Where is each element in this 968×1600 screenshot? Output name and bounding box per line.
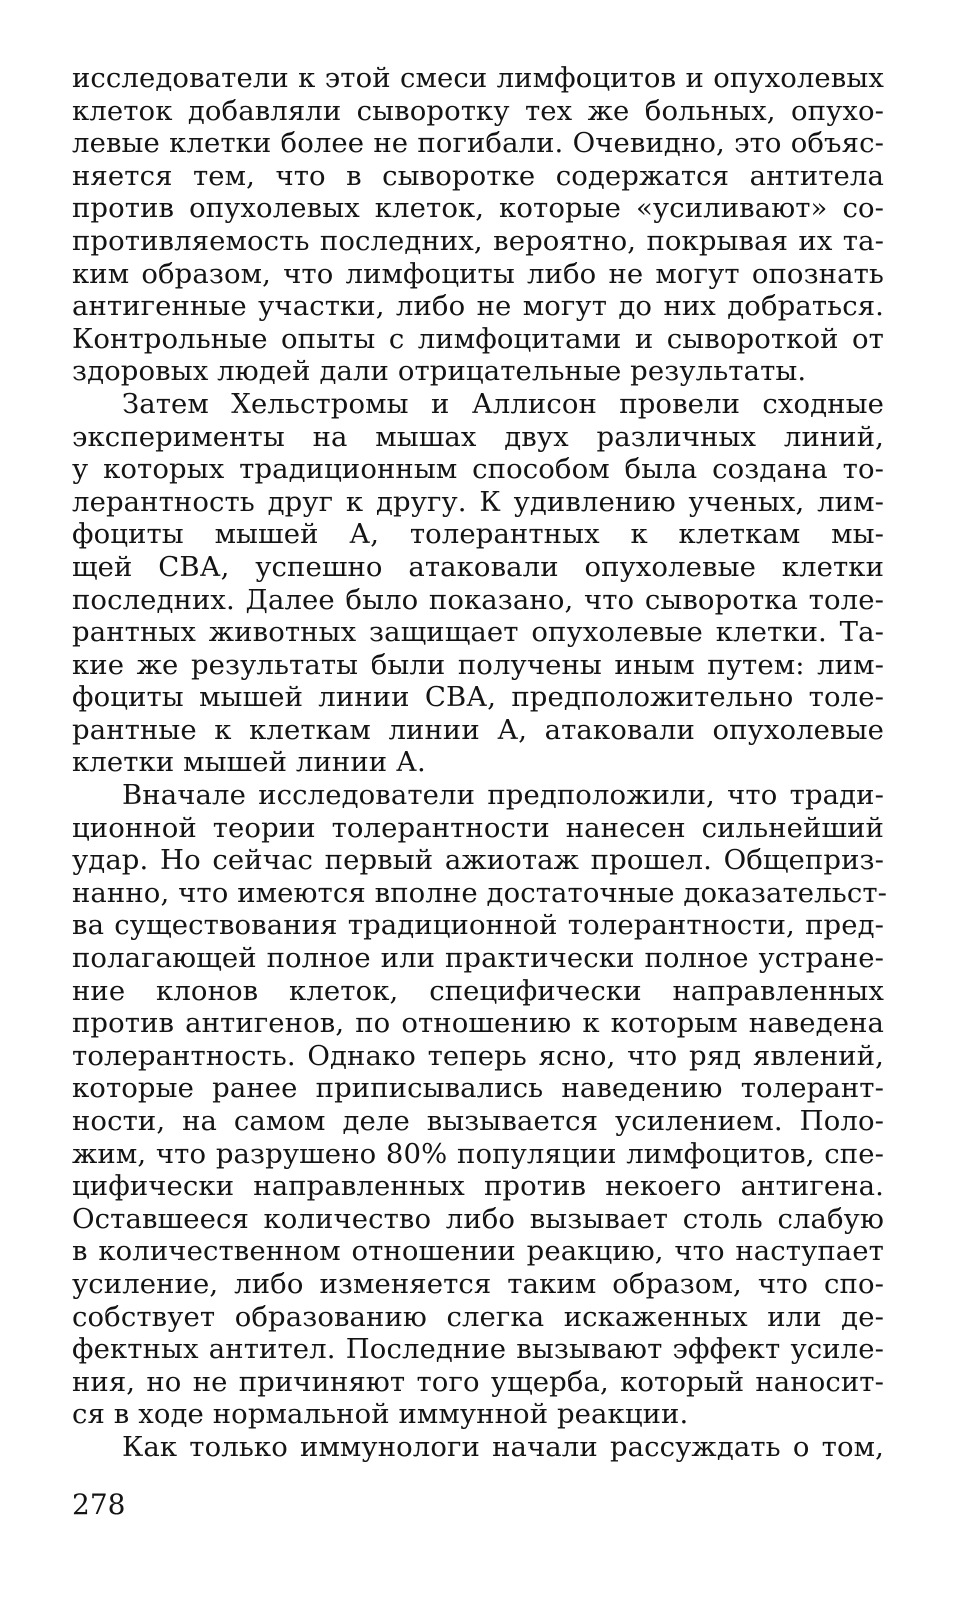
text-line: собствует образованию слегка искаженных или де- [72,1300,884,1333]
text-line: няется тем, что в сыворотке содержатся антитела [72,159,884,192]
text-line: Оставшееся количество либо вызывает столь слабую [72,1202,884,1235]
text-line: против антигенов, по отношению к которым наведена [72,1007,884,1040]
text-line: у которых традиционным способом была создана то- [72,453,884,486]
text-line: ционной теории толерантности нанесен сильнейший [72,811,884,844]
text-line: эксперименты на мышах двух различных линий, [72,420,884,453]
text-line: удар. Но сейчас первый ажиотаж прошел. Общеприз- [72,844,884,877]
text-line: усиление, либо изменяется таким образом, что спо- [72,1267,884,1300]
text-line: цифически направленных против некоего антигена. [72,1170,884,1203]
text-line: антигенные участки, либо не могут до них добраться. [72,290,884,323]
text-line: жим, что разрушено 80% популяции лимфоцитов, спе- [72,1137,884,1170]
text-line: ким образом, что лимфоциты либо не могут опознать [72,257,884,290]
text-line: противляемость последних, вероятно, покрывая их та- [72,224,884,257]
text-line: толерантность. Однако теперь ясно, что ряд явлений, [72,1039,884,1072]
page-number: 278 [72,1488,126,1521]
text-line: рантные к клеткам линии А, атаковали опухолевые [72,713,884,746]
text-line: лерантность друг к другу. К удивлению ученых, лим- [72,485,884,518]
text-line: ния, но не причиняют того ущерба, который наносит- [72,1365,884,1398]
text-line: которые ранее приписывались наведению толерант- [72,1072,884,1105]
text-line: ности, на самом деле вызывается усилением. Поло- [72,1105,884,1137]
text-line: Затем Хельстромы и Аллисон провели сходные [122,387,884,420]
text-line: левые клетки более не погибали. Очевидно, это объяс- [72,127,884,160]
body-text [72,62,888,1464]
text-line: рантных животных защищает опухолевые клетки. Та- [72,616,884,649]
text-line: фоциты мышей А, толерантных к клеткам мы- [72,518,884,551]
text-line: ва существования традиционной толерантности, пред- [72,909,884,942]
text-line: последних. Далее было показано, что сыворотка толе- [72,583,884,616]
text-line: ние клонов клеток, специфически направленных [72,974,884,1007]
text-line: клеток добавляли сыворотку тех же больных, опухо- [72,94,884,127]
text-line: фоциты мышей линии СВА, предположительно толе- [72,681,884,714]
text-line: Как только иммунологи начали рассуждать о том, [122,1430,884,1463]
text-line: фектных антител. Последние вызывают эффект усиле- [72,1333,884,1366]
text-line: исследователи к этой смеси лимфоцитов и опухолевых [72,62,884,94]
text-line: здоровых людей дали отрицательные результаты. [72,355,807,388]
text-line: против опухолевых клеток, которые «усиливают» со- [72,192,884,225]
text-line: Контрольные опыты с лимфоцитами и сывороткой от [72,322,884,355]
text-line: кие же результаты были получены иным путем: лим- [72,648,884,681]
text-line: ся в ходе нормальной иммунной реакции. [72,1398,689,1431]
text-line: Вначале исследователи предположили, что тради- [122,779,884,812]
text-line: полагающей полное или практически полное устране- [72,942,884,975]
text-line: клетки мышей линии А. [72,746,426,779]
text-line: в количественном отношении реакцию, что наступает [72,1235,884,1268]
text-line: щей СВА, успешно атаковали опухолевые клетки [72,550,884,583]
text-line: нанно, что имеются вполне достаточные доказательст- [72,876,888,909]
